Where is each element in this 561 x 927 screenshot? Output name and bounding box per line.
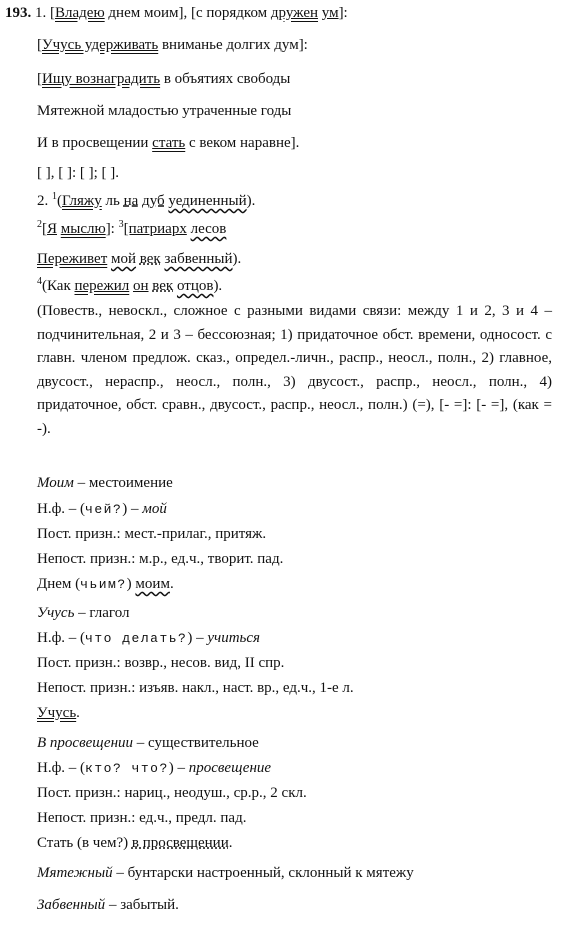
term: Забвенный: [37, 897, 106, 913]
exercise-line-10: [37, 277, 222, 295]
object: век: [152, 278, 174, 294]
morph-line: [37, 500, 167, 519]
term: Учусь: [37, 605, 75, 621]
morph-heading-2: [37, 604, 130, 622]
text: в объятиях свободы: [163, 71, 291, 87]
exercise-line-4: [37, 102, 291, 120]
clause-index: 2: [37, 219, 42, 230]
text: Днем (: [37, 576, 81, 592]
question: что делать?: [85, 631, 188, 646]
text: Н.ф. – (: [37, 630, 86, 646]
initial-form: учиться: [207, 630, 260, 646]
predicate: Переживет: [37, 251, 108, 267]
sentence-analysis-paragraph: (Повеств., невоскл., сложное с разными видами связи: между 1 и 2, 3 и 4 – подчинительная, 2 и 3 – бессоюзная; 1) придаточное обст. времени, односост. с главн. членом предлож. сказ., определ.-личн., распр., неосл., полн., 2) главное, двусост., нераспр., неосл., полн., 3) двусост., распр., неосл., полн., 4) придаточное, обст. сравн., двусост., распр., неосл., полн.) (=), [- =]: [- =], (как = -).: [37, 303, 552, 437]
exercise-line-7: [37, 192, 255, 210]
clause-index: 3: [118, 219, 124, 230]
text: днем моим], [с порядком: [108, 5, 268, 21]
bracket: (: [57, 193, 62, 209]
morph-line: [37, 575, 174, 594]
text: ).: [246, 193, 256, 209]
text: .: [76, 705, 80, 721]
text: ) –: [187, 630, 208, 646]
text: – глагол: [74, 605, 130, 621]
sentence-number: 2.: [37, 193, 49, 209]
question: чьим?: [80, 577, 127, 592]
exercise-line-2: [37, 36, 308, 54]
attribute: лесов: [190, 221, 227, 237]
initial-form: мой: [142, 501, 167, 517]
text: ль: [105, 193, 120, 209]
exercise-line-8: [37, 220, 226, 238]
morph-heading-1: [37, 474, 173, 492]
predicate: Учусь удерживать: [42, 37, 159, 53]
morph-line: Непост. призн.: изъяв. накл., наст. вр., ед.ч., 1-е л.: [37, 680, 354, 696]
definition: – бунтарски настроенный, склонный к мятежу: [112, 865, 414, 881]
text: ]:: [105, 221, 115, 237]
exercise-line-1: [5, 4, 348, 22]
attribute: забвенный: [164, 251, 233, 267]
morph-line: Пост. призн.: нариц., неодуш., ср.р., 2 скл.: [37, 785, 307, 801]
exercise-line-9: [37, 250, 241, 268]
bracket: [: [37, 37, 42, 53]
predicate: дружен: [270, 5, 319, 21]
object: в просвещении: [131, 835, 229, 851]
exercise-line-5: [37, 134, 299, 152]
text: с веком наравне].: [188, 135, 300, 151]
subject: Я: [47, 221, 58, 237]
morph-line: Пост. призн.: мест.-прилаг., притяж.: [37, 526, 267, 542]
object: век: [139, 251, 161, 267]
subject: [патриарх: [123, 221, 187, 237]
text: .: [169, 576, 174, 592]
subject: он: [132, 278, 149, 294]
clause-index: 4: [37, 276, 42, 287]
morph-heading-3: [37, 734, 259, 752]
definition-line-2: [37, 896, 179, 914]
predicate: пережил: [74, 278, 130, 294]
clause-index: 1: [52, 191, 57, 202]
predicate: Владею: [55, 5, 105, 21]
term: Моим: [37, 475, 74, 491]
text: .: [228, 835, 233, 851]
attribute: уединенный: [168, 193, 247, 209]
text: Н.ф. – (: [37, 760, 86, 776]
bracket: [: [42, 221, 47, 237]
sentence-scheme: [ ], [ ]: [ ]; [ ].: [37, 165, 120, 181]
definition: – забытый.: [105, 897, 179, 913]
morph-line: [37, 834, 232, 852]
question: кто? что?: [85, 761, 169, 776]
question: чей?: [85, 502, 123, 517]
adverbial: на дуб: [123, 193, 165, 209]
text: ) –: [168, 760, 189, 776]
text: – существительное: [133, 735, 259, 751]
text: Стать (в чем?): [37, 835, 129, 851]
text: ): [126, 576, 132, 592]
term: В просвещении: [37, 735, 134, 751]
predicate: Гляжу: [62, 193, 102, 209]
text: (Как: [42, 278, 71, 294]
predicate: Ищу вознаградить: [42, 71, 161, 87]
morph-line: [37, 629, 260, 648]
text: Мятежной младостью утраченные годы: [37, 103, 292, 119]
definition-line-1: [37, 864, 414, 882]
term: Мятежный: [37, 865, 113, 881]
task-number: 193.: [5, 5, 32, 21]
text: И в просвещении: [37, 135, 149, 151]
text: Н.ф. – (: [37, 501, 86, 517]
subject: ум: [321, 5, 339, 21]
morph-line: Непост. призн.: ед.ч., предл. пад.: [37, 810, 247, 826]
exercise-line-3: [37, 70, 290, 88]
scheme-line: [37, 164, 119, 182]
predicate: мыслю: [60, 221, 106, 237]
bracket: [: [50, 5, 55, 21]
attribute: моим: [135, 576, 170, 592]
morph-line: [37, 704, 80, 722]
predicate: стать: [152, 135, 186, 151]
sentence-number: 1.: [35, 5, 47, 21]
morph-line: Пост. призн.: возвр., несов. вид, II спр.: [37, 655, 285, 671]
text: ).: [232, 251, 242, 267]
text: – местоимение: [73, 475, 173, 491]
morph-line: Непост. призн.: м.р., ед.ч., творит. пад.: [37, 551, 284, 567]
text: ).: [213, 278, 223, 294]
text: ]:: [338, 5, 348, 21]
morph-line: [37, 759, 271, 778]
attribute: мой: [111, 251, 137, 267]
text: вниманье долгих дум]:: [161, 37, 308, 53]
text: ) –: [122, 501, 143, 517]
initial-form: просвещение: [188, 760, 272, 776]
predicate: Учусь: [37, 705, 77, 721]
attribute: отцов: [176, 278, 214, 294]
bracket: [: [37, 71, 42, 87]
